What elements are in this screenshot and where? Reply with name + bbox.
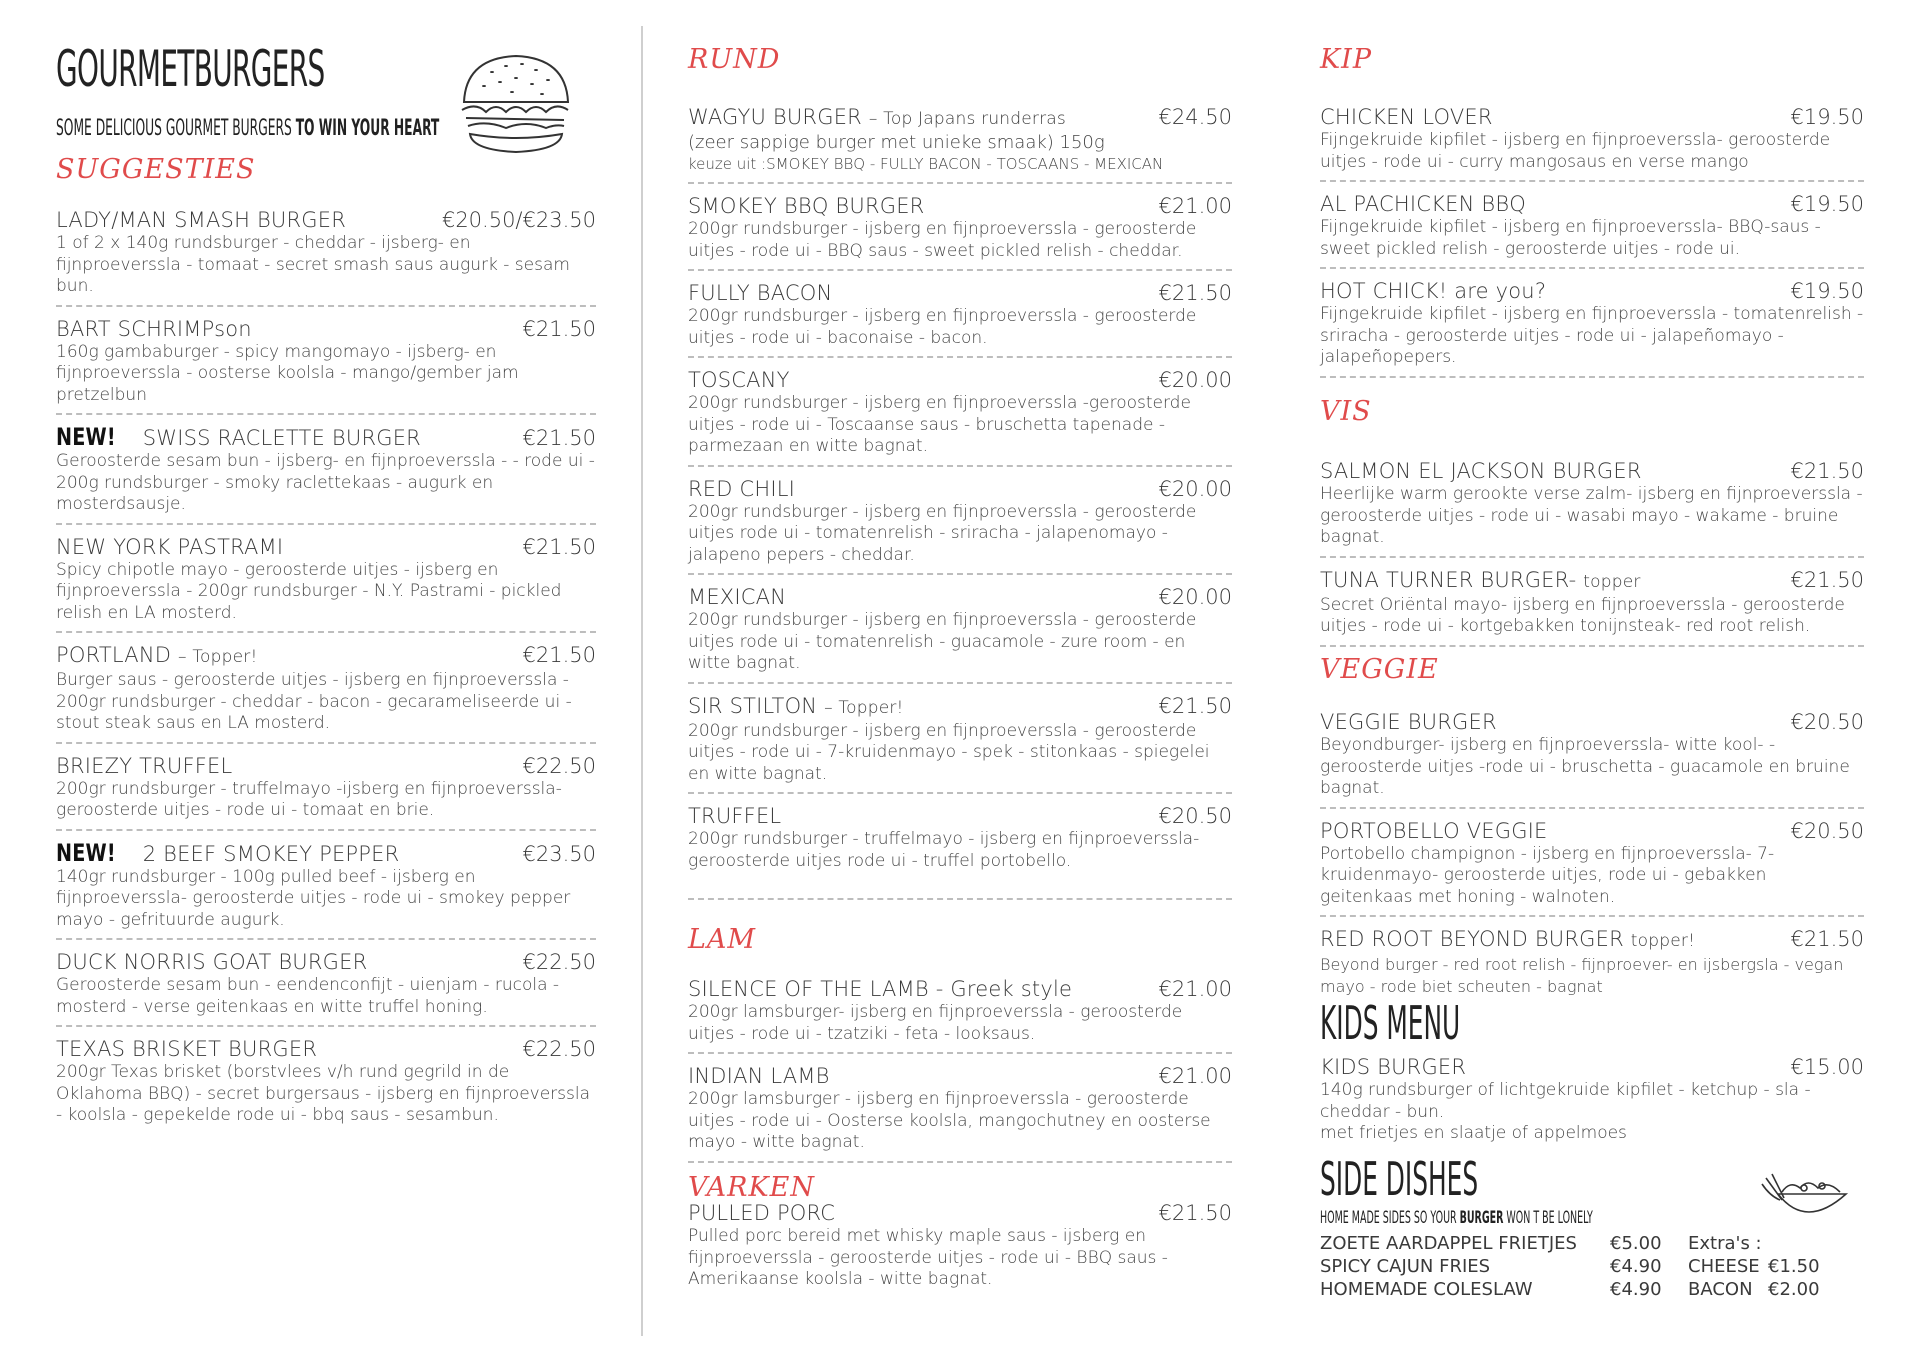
item-description: 200gr rundsburger - ijsberg en fijnproeverssla - geroosterde uitjes - rode ui - 7-kruidenmayo - spek - stitonkaas - spiegelei en witte bagnat. <box>688 720 1210 784</box>
side-dish-row <box>1320 1232 1828 1255</box>
extra-price: €2.00 <box>1768 1279 1820 1300</box>
item-name: TUNA TURNER BURGER- <box>1320 567 1577 592</box>
item-description: 200gr lamsburger- ijsberg en fijnproeverssla - geroosterde uitjes - rode ui - tzatziki - feta - looksaus. <box>688 1002 1183 1044</box>
column-divider <box>641 26 643 1336</box>
varken-list <box>688 1200 1232 1307</box>
item-name: WAGYU BURGER <box>688 105 862 129</box>
item-name: HOT CHICK! are you? <box>1320 279 1547 303</box>
item-description: Geroosterde sesam bun - ijsberg- en fijnproeverssla - - rode ui - 200g rundsburger - smoky raclettekaas - augurk en mosterdsausje. <box>56 451 595 514</box>
item-price: €21.50 <box>1158 1201 1232 1225</box>
item-description: Pulled porc bereid met whisky maple saus - ijsberg en fijnproeverssla - geroosterde uitjes - rode ui - BBQ saus - Amerikaanse koolsla - witte bagnat. <box>688 1226 1168 1289</box>
item-description: 1 of 2 x 140g rundsburger - cheddar - ijsberg- en fijnproeverssla - tomaat - secret smash saus augurk - sesam bun. <box>56 233 570 296</box>
item-name: PORTOBELLO VEGGIE <box>1320 818 1548 843</box>
section-title-veggie: VEGGIE <box>1320 654 1439 685</box>
menu-item <box>1320 1054 1864 1152</box>
item-price: €21.50 <box>1790 459 1864 483</box>
item-tag: – Topper! <box>824 697 904 718</box>
item-name: SILENCE OF THE LAMB <box>688 977 929 1001</box>
item-price: €20.50 <box>1790 818 1864 843</box>
menu-item <box>688 803 1232 900</box>
menu-item <box>688 193 1232 271</box>
item-description: Portobello champignon - ijsberg en fijnproeverssla- 7-kruidenmayo- geroosterde uitjes, rode ui - gebakken geitenkaas met honing - walnoten. <box>1320 843 1775 907</box>
brand-title: GOURMETBURGERS <box>56 40 325 98</box>
item-description: Fijngekruide kipfilet - ijsberg en fijnproeverssla - tomatenrelish - sriracha - geroosterde uitjes - rode ui - jalapeñomayo - jalapeñopepers. <box>1320 304 1864 367</box>
item-name: AL PACHICKEN BBQ <box>1320 192 1527 216</box>
item-price: €15.00 <box>1790 1055 1864 1079</box>
item-description: Burger saus - geroosterde uitjes - ijsberg en fijnproeverssla - 200gr rundsburger - cheddar - bacon - gecarameliseerde ui - stout steak saus en LA mosterd. <box>56 670 572 733</box>
menu-item <box>1320 709 1864 809</box>
item-price: €21.50 <box>1158 693 1232 718</box>
item-description: Secret Oriëntal mayo- ijsberg en fijnproeverssla - geroosterde uitjes - rode ui - kortgebakken tonijnsteak- red root relish. <box>1320 594 1845 636</box>
item-price: €20.50 <box>1790 710 1864 734</box>
item-description: 200gr rundsburger - ijsberg en fijnproeverssla - geroosterde uitjes rode ui - tomatenrelish - guacamole - zure room - en witte bagnat. <box>688 610 1197 673</box>
item-description: Beyond burger - red root relish - fijnproever- en ijsbergsla - vegan mayo - rode biet scheuten - bagnat <box>1320 955 1844 996</box>
item-description: 200gr rundsburger - truffelmayo -ijsberg en fijnproeverssla- geroosterde uitjes - rode ui - tomaat en brie. <box>56 778 562 820</box>
item-price: €22.50 <box>522 753 596 778</box>
side-dishes-title: SIDE DISHES <box>1320 1152 1479 1206</box>
menu-item <box>688 976 1232 1054</box>
item-price: €20.00 <box>1158 476 1232 501</box>
item-name: TRUFFEL <box>688 804 782 828</box>
side-price: €4.90 <box>1610 1279 1662 1300</box>
kids-list <box>1320 1054 1864 1161</box>
menu-item <box>688 280 1232 358</box>
side-price: €4.90 <box>1610 1256 1662 1277</box>
menu-item <box>56 424 596 525</box>
brand-tagline: SOME DELICIOUS GOURMET BURGERS TO WIN YOUR HEART <box>56 116 440 141</box>
side-name: SPICY CAJUN FRIES <box>1320 1256 1491 1277</box>
item-name: SIR STILTON <box>688 693 818 718</box>
menu-item <box>688 476 1232 576</box>
item-price: €20.50 <box>1158 804 1232 828</box>
item-name: NEW YORK PASTRAMI <box>56 534 284 559</box>
section-title-vis: VIS <box>1320 396 1372 427</box>
item-name: CHICKEN LOVER <box>1320 105 1493 129</box>
item-description: 200gr rundsburger - ijsberg en fijnproeverssla - geroosterde uitjes rode ui - tomatenrelish - sriracha - jalapenomayo - jalapeno pepers - cheddar. <box>688 501 1197 565</box>
side-price: €5.00 <box>1610 1233 1662 1254</box>
section-title-suggesties: SUGGESTIES <box>56 154 256 185</box>
item-price: €22.50 <box>522 950 596 974</box>
item-description: 200gr lamsburger - ijsberg en fijnproeverssla - geroosterde uitjes - rode ui - Oosterse koolsla, mangochutney en oosterse mayo - witte bagnat. <box>688 1089 1211 1152</box>
menu-item <box>56 316 596 416</box>
item-description: Spicy chipotle mayo - geroosterde uitjes - ijsberg en fijnproeverssla - 200gr rundsburger - N.Y. Pastrami - pickled relish en LA mosterd. <box>56 559 562 623</box>
item-description: Heerlijke warm gerookte verse zalm- ijsberg en fijnproeverssla - geroosterde uitjes - rode ui - wasabi mayo - wakame - bruine bagnat. <box>1320 484 1863 547</box>
item-price: €22.50 <box>522 1037 596 1061</box>
item-price: €21.50 <box>522 316 596 341</box>
menu-item <box>56 949 596 1027</box>
item-description: 200gr rundsburger - ijsberg en fijnproeverssla - geroosterde uitjes - rode ui - BBQ saus - sweet pickled relish - cheddar. <box>688 219 1197 261</box>
item-description: 200gr Texas brisket (borstvlees v/h rund gegrild in de Oklahoma BBQ) - secret burgersaus - ijsberg en fijnproeverssla - koolsla - gepekelde rode ui - bbq saus - sesambun. <box>56 1062 591 1125</box>
menu-item <box>56 840 596 941</box>
side-name: ZOETE AARDAPPEL FRIETJES <box>1320 1233 1577 1254</box>
item-price: €21.50 <box>1790 567 1864 592</box>
item-description: 140gr rundsburger - 100g pulled beef - ijsberg en fijnproeverssla- geroosterde uitjes - rode ui - smokey pepper mayo - gefrituurde augurk. <box>56 866 571 930</box>
menu-item <box>688 367 1232 467</box>
item-price: €20.00 <box>1158 585 1232 609</box>
item-price: €21.00 <box>1158 977 1232 1001</box>
item-name: TOSCANY <box>688 368 790 392</box>
side-dish-row <box>1320 1278 1828 1301</box>
item-description: 140g rundsburger of lichtgekruide kipfilet - ketchup - sla - cheddar - bun. <box>1320 1080 1811 1122</box>
item-tag: – Topper! <box>178 647 258 667</box>
veggie-list <box>1320 709 1864 1013</box>
item-price: €21.50 <box>522 643 596 667</box>
item-name: RED CHILI <box>688 476 796 501</box>
rund-list <box>688 104 1232 909</box>
side-name: HOMEMADE COLESLAW <box>1320 1279 1533 1300</box>
extra-price: €1.50 <box>1768 1256 1820 1277</box>
menu-item <box>1320 458 1864 558</box>
menu-item <box>1320 818 1864 918</box>
item-name: SALMON EL JACKSON BURGER <box>1320 459 1642 483</box>
extras-label: Extra's : <box>1688 1233 1762 1254</box>
item-description: Fijngekruide kipfilet - ijsberg en fijnproeverssla- BBQ-saus - sweet pickled relish - geroosterde uitjes - rode ui. <box>1320 217 1821 259</box>
item-name: FULLY BACON <box>688 281 833 305</box>
menu-item <box>1320 191 1864 269</box>
item-price: €21.50 <box>1790 927 1864 951</box>
item-name: SMOKEY BBQ BURGER <box>688 194 925 218</box>
menu-item <box>688 104 1232 184</box>
item-description: 200gr rundsburger - ijsberg en fijnproeverssla -geroosterde uitjes - rode ui - Toscaanse saus - bruschetta tapenade - parmezaan en witte bagnat. <box>688 393 1191 456</box>
item-price: €23.50 <box>522 841 596 866</box>
item-name: TEXAS BRISKET BURGER <box>56 1037 318 1061</box>
menu-item <box>56 207 596 307</box>
section-title-lam: LAM <box>688 924 757 955</box>
item-description-extra: met frietjes en slaatje of appelmoes <box>1320 1123 1627 1143</box>
kip-list <box>1320 104 1864 387</box>
bowl-illustration <box>1760 1170 1852 1228</box>
item-price: €21.50 <box>1158 281 1232 305</box>
item-tag: - Greek style <box>935 977 1073 1001</box>
side-dishes-tagline: HOME MADE SIDES SO YOUR BURGER WON T BE LONELY <box>1320 1208 1593 1228</box>
item-name: MEXICAN <box>688 585 787 609</box>
item-price: €19.50 <box>1790 105 1864 129</box>
section-title-varken: VARKEN <box>688 1172 815 1203</box>
menu-item <box>1320 567 1864 647</box>
menu-item <box>56 642 596 744</box>
item-price: €21.00 <box>1158 194 1232 218</box>
item-description: 200gr rundsburger - truffelmayo - ijsberg en fijnproeverssla- geroosterde uitjes rode ui - truffel portobello. <box>688 829 1200 871</box>
menu-item <box>56 753 596 831</box>
menu-item <box>688 1200 1232 1298</box>
item-name: SWISS RACLETTE BURGER <box>142 426 421 450</box>
section-title-kip: KIP <box>1320 44 1373 75</box>
menu-item <box>56 1036 596 1134</box>
suggesties-list <box>56 207 596 1143</box>
item-tag: – Top Japans runderras <box>868 109 1066 129</box>
item-name: KIDS BURGER <box>1320 1055 1467 1079</box>
new-badge: NEW! <box>56 838 116 867</box>
item-price: €21.00 <box>1158 1064 1232 1088</box>
item-name: DUCK NORRIS GOAT BURGER <box>56 950 368 974</box>
section-title-rund: RUND <box>688 44 781 75</box>
item-description: Beyondburger- ijsberg en fijnproeverssla- witte kool- - geroosterde uitjes -rode ui - bruschetta - guacamole en bruine bagnat. <box>1320 735 1850 798</box>
menu-item <box>688 693 1232 795</box>
item-name: INDIAN LAMB <box>688 1064 830 1088</box>
side-dishes-list <box>1320 1232 1828 1301</box>
item-price: €19.50 <box>1790 279 1864 303</box>
item-name: PULLED PORC <box>688 1201 836 1225</box>
item-name: BRIEZY TRUFFEL <box>56 753 233 778</box>
item-price: €19.50 <box>1790 192 1864 216</box>
item-name: BART SCHRIMPson <box>56 316 252 341</box>
item-description: (zeer sappige burger met unieke smaak) 150g <box>688 132 1105 153</box>
item-tag: topper <box>1583 571 1641 592</box>
item-description: 200gr rundsburger - ijsberg en fijnproeverssla - geroosterde uitjes - rode ui - baconaise - bacon. <box>688 306 1197 348</box>
item-name: RED ROOT BEYOND BURGER <box>1320 927 1624 951</box>
menu-item <box>688 1063 1232 1163</box>
extra-name: CHEESE <box>1688 1256 1760 1277</box>
item-name: VEGGIE BURGER <box>1320 710 1497 734</box>
item-name: PORTLAND <box>56 643 172 667</box>
item-tag: topper! <box>1630 931 1696 951</box>
menu-item <box>56 534 596 634</box>
item-price: €20.50/€23.50 <box>441 208 596 232</box>
side-dish-row <box>1320 1255 1828 1278</box>
extra-price <box>1768 1232 1828 1255</box>
kids-menu-title: KIDS MENU <box>1320 996 1461 1050</box>
item-description: Geroosterde sesam bun - eendenconfijt - uienjam - rucola - mosterd - verse geitenkaas en witte truffel honing. <box>56 975 560 1017</box>
item-name: 2 BEEF SMOKEY PEPPER <box>142 841 400 866</box>
menu-item <box>1320 278 1864 378</box>
item-description: 160g gambaburger - spicy mangomayo - ijsberg- en fijnproeverssla - oosterse koolsla - mango/gember jam pretzelbun <box>56 341 519 405</box>
item-price: €24.50 <box>1158 105 1232 129</box>
item-price: €21.50 <box>522 426 596 450</box>
item-price: €20.00 <box>1158 368 1232 392</box>
extra-name: BACON <box>1688 1279 1753 1300</box>
lam-list <box>688 976 1232 1172</box>
item-price: €21.50 <box>522 534 596 559</box>
burger-illustration <box>456 50 574 160</box>
new-badge: NEW! <box>56 423 116 451</box>
item-description: Fijngekruide kipfilet - ijsberg en fijnproeverssla- geroosterde uitjes - rode ui - curry mangosaus en verse mango <box>1320 130 1831 172</box>
item-description-options: keuze uit :SMOKEY BBQ - FULLY BACON - TOSCAANS - MEXICAN <box>688 154 1164 173</box>
menu-item <box>688 584 1232 684</box>
vis-list <box>1320 458 1864 656</box>
item-name: LADY/MAN SMASH BURGER <box>56 208 346 232</box>
menu-item <box>1320 104 1864 182</box>
menu-item <box>1320 926 1864 1004</box>
